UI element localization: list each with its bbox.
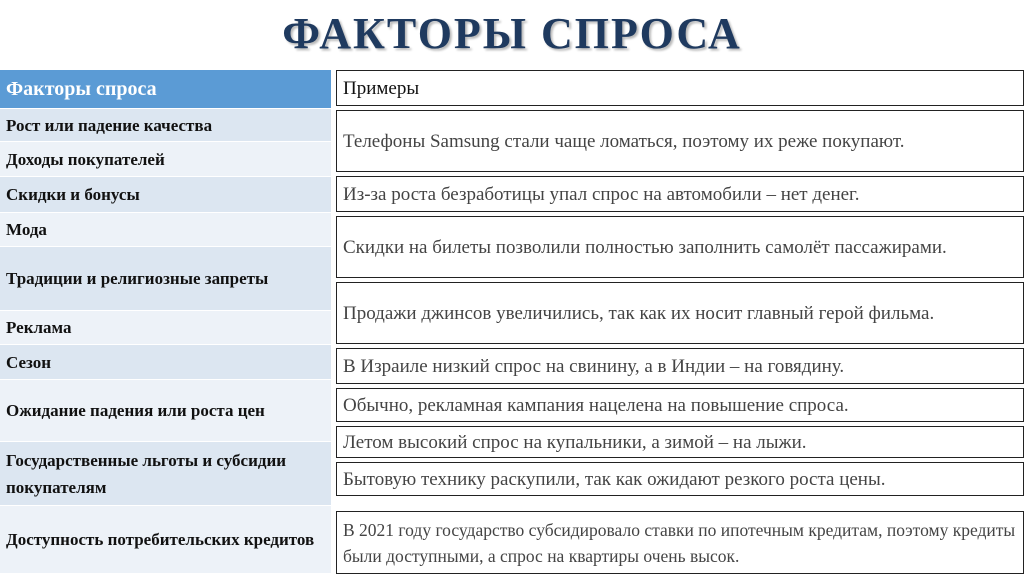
- example-cell: Продажи джинсов увеличились, так как их носит главный герой фильма.: [336, 282, 1024, 344]
- factor-cell: Ожидание падения или роста цен: [0, 380, 331, 442]
- factor-cell: Рост или падение качества: [0, 109, 331, 142]
- example-cell: Телефоны Samsung стали чаще ломаться, поэтому их реже покупают.: [336, 110, 1024, 172]
- example-cell: В 2021 году государство субсидировало ставки по ипотечным кредитам, поэтому кредиты были доступными, а спрос на квартиры очень высок.: [336, 511, 1024, 574]
- factor-cell: Государственные льготы и субсидии покупателям: [0, 442, 331, 506]
- examples-header: Примеры: [336, 70, 1024, 106]
- example-cell: Из-за роста безработицы упал спрос на автомобили – нет денег.: [336, 176, 1024, 212]
- page-title: ФАКТОРЫ СПРОСА: [282, 9, 742, 58]
- factor-cell: Традиции и религиозные запреты: [0, 247, 331, 311]
- factor-cell: Скидки и бонусы: [0, 177, 331, 213]
- factor-cell: Мода: [0, 213, 331, 247]
- factor-cell: Доходы покупателей: [0, 142, 331, 177]
- example-cell: Бытовую технику раскупили, так как ожидают резкого роста цены.: [336, 462, 1024, 496]
- example-cell: Обычно, рекламная кампания нацелена на повышение спроса.: [336, 388, 1024, 422]
- example-cell: Скидки на билеты позволили полностью заполнить самолёт пассажирами.: [336, 216, 1024, 278]
- example-cell: В Израиле низкий спрос на свинину, а в Индии – на говядину.: [336, 348, 1024, 384]
- factors-header: Факторы спроса: [0, 70, 331, 109]
- factor-cell: Доступность потребительских кредитов: [0, 506, 331, 574]
- factor-cell: Сезон: [0, 345, 331, 380]
- factor-cell: Реклама: [0, 311, 331, 345]
- example-cell: Летом высокий спрос на купальники, а зимой – на лыжи.: [336, 426, 1024, 458]
